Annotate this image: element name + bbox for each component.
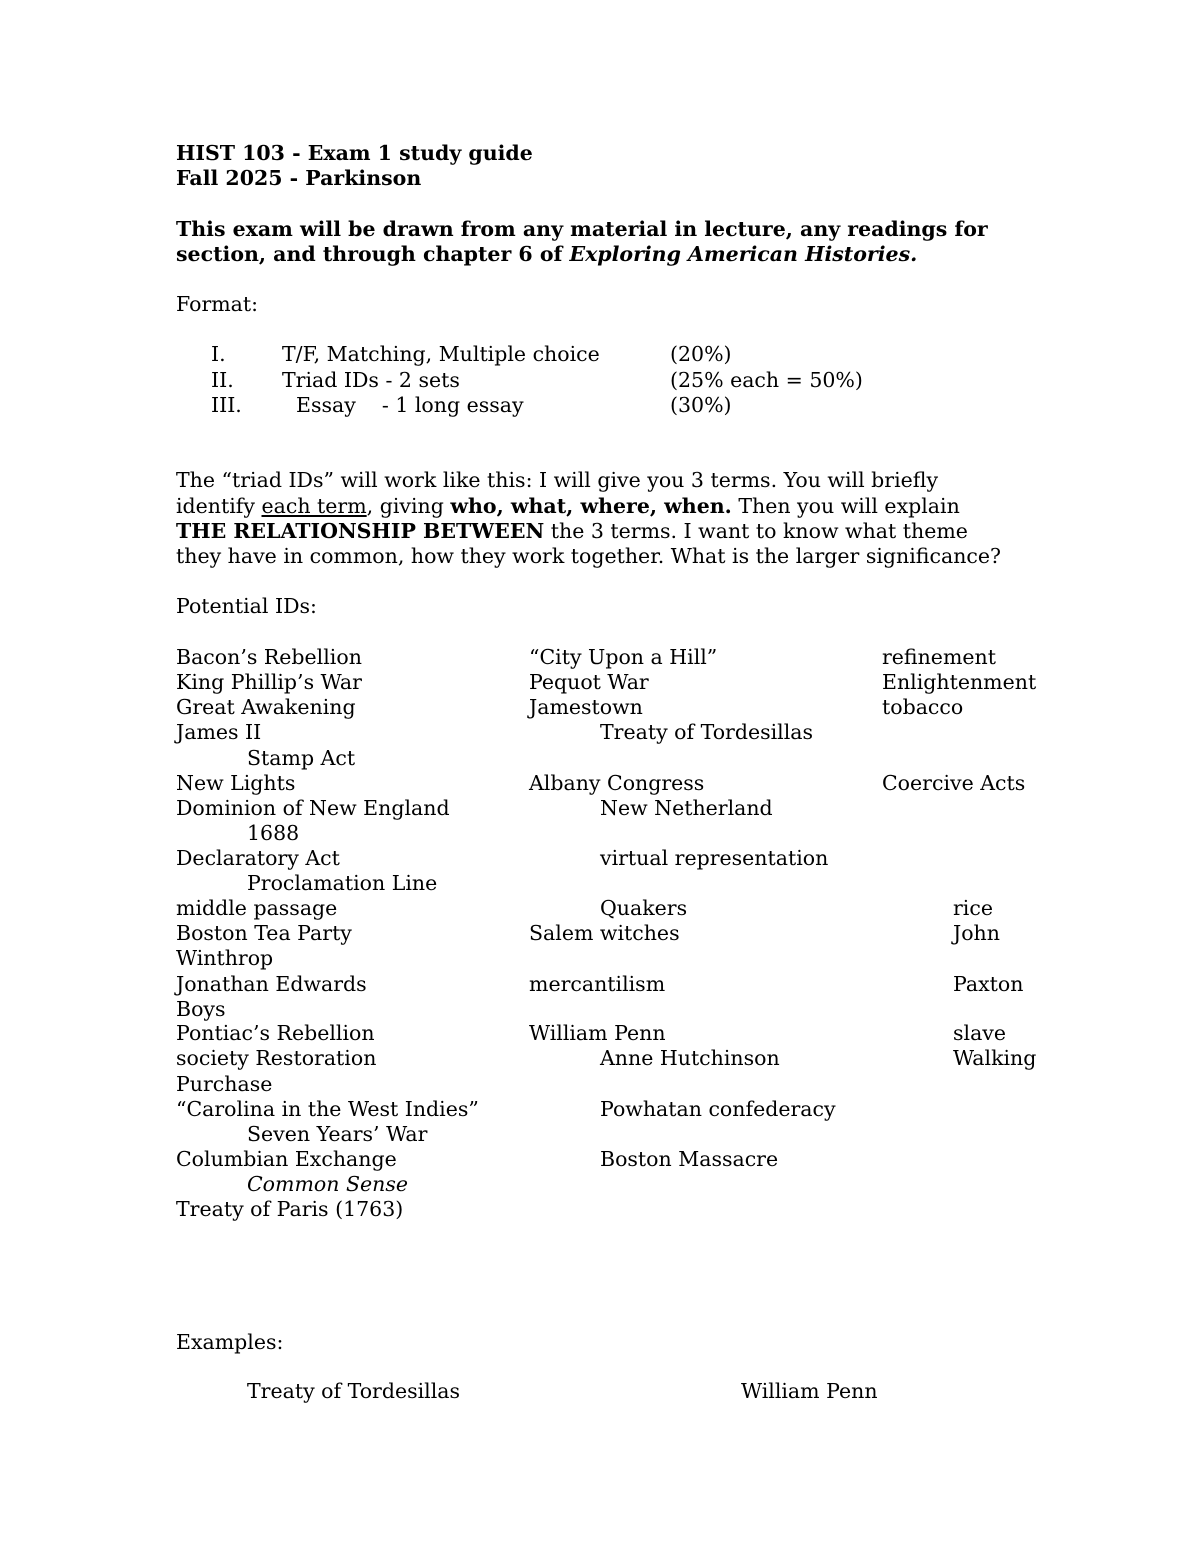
id-term: Boston Tea Party xyxy=(176,921,352,945)
triad-line-3: THE RELATIONSHIP BETWEEN the 3 terms. I want to know what theme xyxy=(176,519,968,543)
id-term: Paxton xyxy=(953,972,1024,996)
id-term: middle passage xyxy=(176,896,338,920)
id-term: slave xyxy=(953,1021,1007,1045)
id-term: “City Upon a Hill” xyxy=(529,645,718,669)
book-title: Exploring American Histories. xyxy=(569,242,918,266)
example-item: Treaty of Tordesillas xyxy=(247,1379,461,1403)
id-term: Boys xyxy=(176,997,226,1021)
id-term: Seven Years’ War xyxy=(247,1122,428,1146)
id-term: Pequot War xyxy=(529,670,649,694)
example-item: William Penn xyxy=(741,1379,878,1403)
page-subtitle: Fall 2025 - Parkinson xyxy=(176,166,422,190)
format-item-weight: (25% each = 50%) xyxy=(670,368,863,392)
id-term: New Netherland xyxy=(600,796,773,820)
intro-line-2: section, and through chapter 6 of Exploring American Histories. xyxy=(176,242,918,266)
id-term: Jamestown xyxy=(529,695,643,719)
id-term: William Penn xyxy=(529,1021,666,1045)
triad-line-4: they have in common, how they work together. What is the larger significance? xyxy=(176,544,1001,568)
id-term: Columbian Exchange xyxy=(176,1147,397,1171)
id-term: Enlightenment xyxy=(882,670,1037,694)
id-term: Coercive Acts xyxy=(882,771,1026,795)
id-term: Purchase xyxy=(176,1072,273,1096)
id-term: John xyxy=(953,921,1000,945)
id-term: Boston Massacre xyxy=(600,1147,779,1171)
id-term: Winthrop xyxy=(176,946,274,970)
id-term: New Lights xyxy=(176,771,296,795)
id-term: virtual representation xyxy=(600,846,829,870)
format-item-number: III. xyxy=(211,393,242,417)
examples-label: Examples: xyxy=(176,1330,284,1354)
id-term: 1688 xyxy=(247,821,300,845)
id-term: Albany Congress xyxy=(529,771,705,795)
id-term: Dominion of New England xyxy=(176,796,450,820)
id-term: Stamp Act xyxy=(247,746,356,770)
format-item-label: T/F, Matching, Multiple choice xyxy=(282,342,600,366)
id-term: rice xyxy=(953,896,993,920)
format-item-label: Essay - 1 long essay xyxy=(296,393,524,417)
id-term: Treaty of Tordesillas xyxy=(600,720,814,744)
id-term: Salem witches xyxy=(529,921,680,945)
format-item-number: II. xyxy=(211,368,234,392)
triad-line-1: The “triad IDs” will work like this: I will give you 3 terms. You will briefly xyxy=(176,468,939,492)
id-term: King Phillip’s War xyxy=(176,670,362,694)
id-term: Proclamation Line xyxy=(247,871,438,895)
id-term: “Carolina in the West Indies” xyxy=(176,1097,479,1121)
format-item-weight: (20%) xyxy=(670,342,732,366)
format-label: Format: xyxy=(176,292,259,316)
id-term: James II xyxy=(176,720,262,744)
id-term: society Restoration xyxy=(176,1046,377,1070)
id-term: Great Awakening xyxy=(176,695,356,719)
ids-label: Potential IDs: xyxy=(176,594,317,618)
id-term: Declaratory Act xyxy=(176,846,340,870)
format-item-weight: (30%) xyxy=(670,393,732,417)
id-term: tobacco xyxy=(882,695,964,719)
intro-line-1: This exam will be drawn from any material in lecture, any readings for xyxy=(176,217,988,241)
id-term: Anne Hutchinson xyxy=(600,1046,780,1070)
triad-line-2: identify each term, giving who, what, where, when. Then you will explain xyxy=(176,494,960,518)
id-term: Common Sense xyxy=(247,1172,408,1196)
id-term: Quakers xyxy=(600,896,688,920)
page-title: HIST 103 - Exam 1 study guide xyxy=(176,141,533,165)
id-term: Jonathan Edwards xyxy=(176,972,367,996)
id-term: Pontiac’s Rebellion xyxy=(176,1021,375,1045)
id-term: refinement xyxy=(882,645,996,669)
id-term: Bacon’s Rebellion xyxy=(176,645,362,669)
id-term: Walking xyxy=(953,1046,1037,1070)
id-term: Powhatan confederacy xyxy=(600,1097,836,1121)
id-term: Treaty of Paris (1763) xyxy=(176,1197,404,1221)
id-term: mercantilism xyxy=(529,972,666,996)
format-item-label: Triad IDs - 2 sets xyxy=(282,368,460,392)
format-item-number: I. xyxy=(211,342,226,366)
